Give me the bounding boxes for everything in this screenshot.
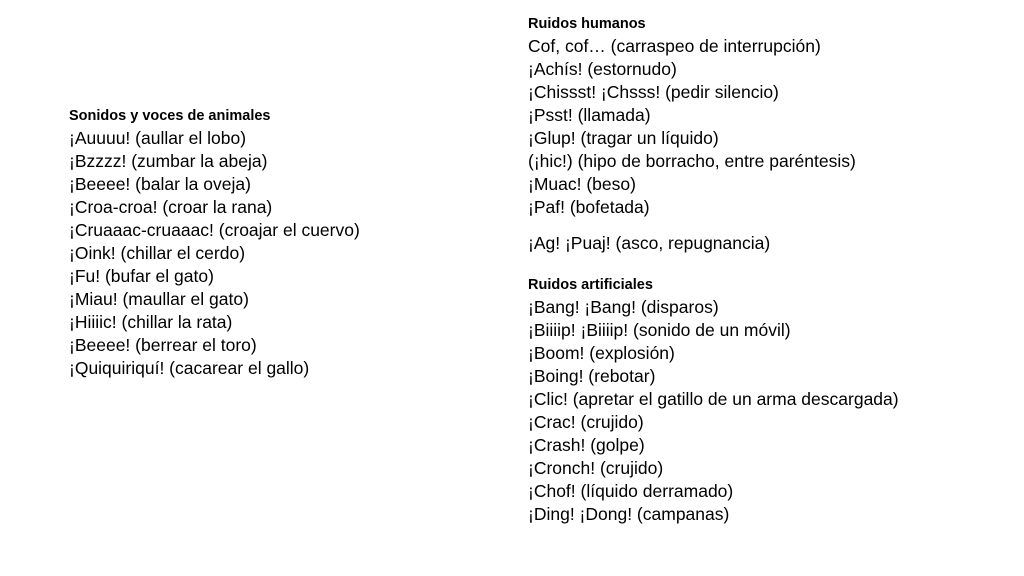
list-item: ¡Chof! (líquido derramado) [528,481,734,501]
human-sounds-section [528,15,856,219]
list-item: ¡Miau! (maullar el gato) [69,289,249,309]
list-item: ¡Achís! (estornudo) [528,59,677,79]
list-item: ¡Bzzzz! (zumbar la abeja) [69,151,268,171]
list-item: ¡Crac! (crujido) [528,412,644,432]
list-item: Cof, cof… (carraspeo de interrupción) [528,36,821,56]
list-item: ¡Crash! (golpe) [528,435,645,455]
list-item: ¡Oink! (chillar el cerdo) [69,243,246,263]
list-item: ¡Fu! (bufar el gato) [69,266,214,286]
list-item: ¡Paf! (bofetada) [528,197,650,217]
list-item: ¡Hiiiic! (chillar la rata) [69,312,233,332]
list-item: (¡hic!) (hipo de borracho, entre paréntesis) [528,151,856,171]
human-sounds-heading: Ruidos humanos [528,16,646,32]
list-item: ¡Muac! (beso) [528,174,636,194]
artificial-sounds-section [528,276,899,526]
list-item: ¡Clic! (apretar el gatillo de un arma descargada) [528,389,899,409]
list-item: ¡Auuuu! (aullar el lobo) [69,128,247,148]
list-item: ¡Ding! ¡Dong! (campanas) [528,504,730,524]
list-item: ¡Quiquiriquí! (cacarear el gallo) [69,358,310,378]
artificial-sounds-heading: Ruidos artificiales [528,277,653,293]
animal-sounds-heading: Sonidos y voces de animales [69,108,271,124]
list-item: ¡Biiiip! ¡Biiiip! (sonido de un móvil) [528,320,791,340]
list-item: ¡Beeee! (balar la oveja) [69,174,251,194]
list-item: ¡Bang! ¡Bang! (disparos) [528,297,719,317]
list-item: ¡Glup! (tragar un líquido) [528,128,719,148]
list-item: ¡Cruaaac-cruaaac! (croajar el cuervo) [69,220,360,240]
list-item: ¡Beeee! (berrear el toro) [69,335,257,355]
list-item: ¡Cronch! (crujido) [528,458,664,478]
list-item: ¡Boom! (explosión) [528,343,675,363]
clipped-text-line [528,233,771,262]
animal-sounds-section [69,107,360,380]
list-item: ¡Boing! (rebotar) [528,366,656,386]
list-item: ¡Chissst! ¡Chsss! (pedir silencio) [528,82,779,102]
list-item: ¡Psst! (llamada) [528,105,651,125]
list-item-clipped: ¡Ag! ¡Puaj! (asco, repugnancia) [528,233,771,253]
list-item: ¡Croa-croa! (croar la rana) [69,197,273,217]
